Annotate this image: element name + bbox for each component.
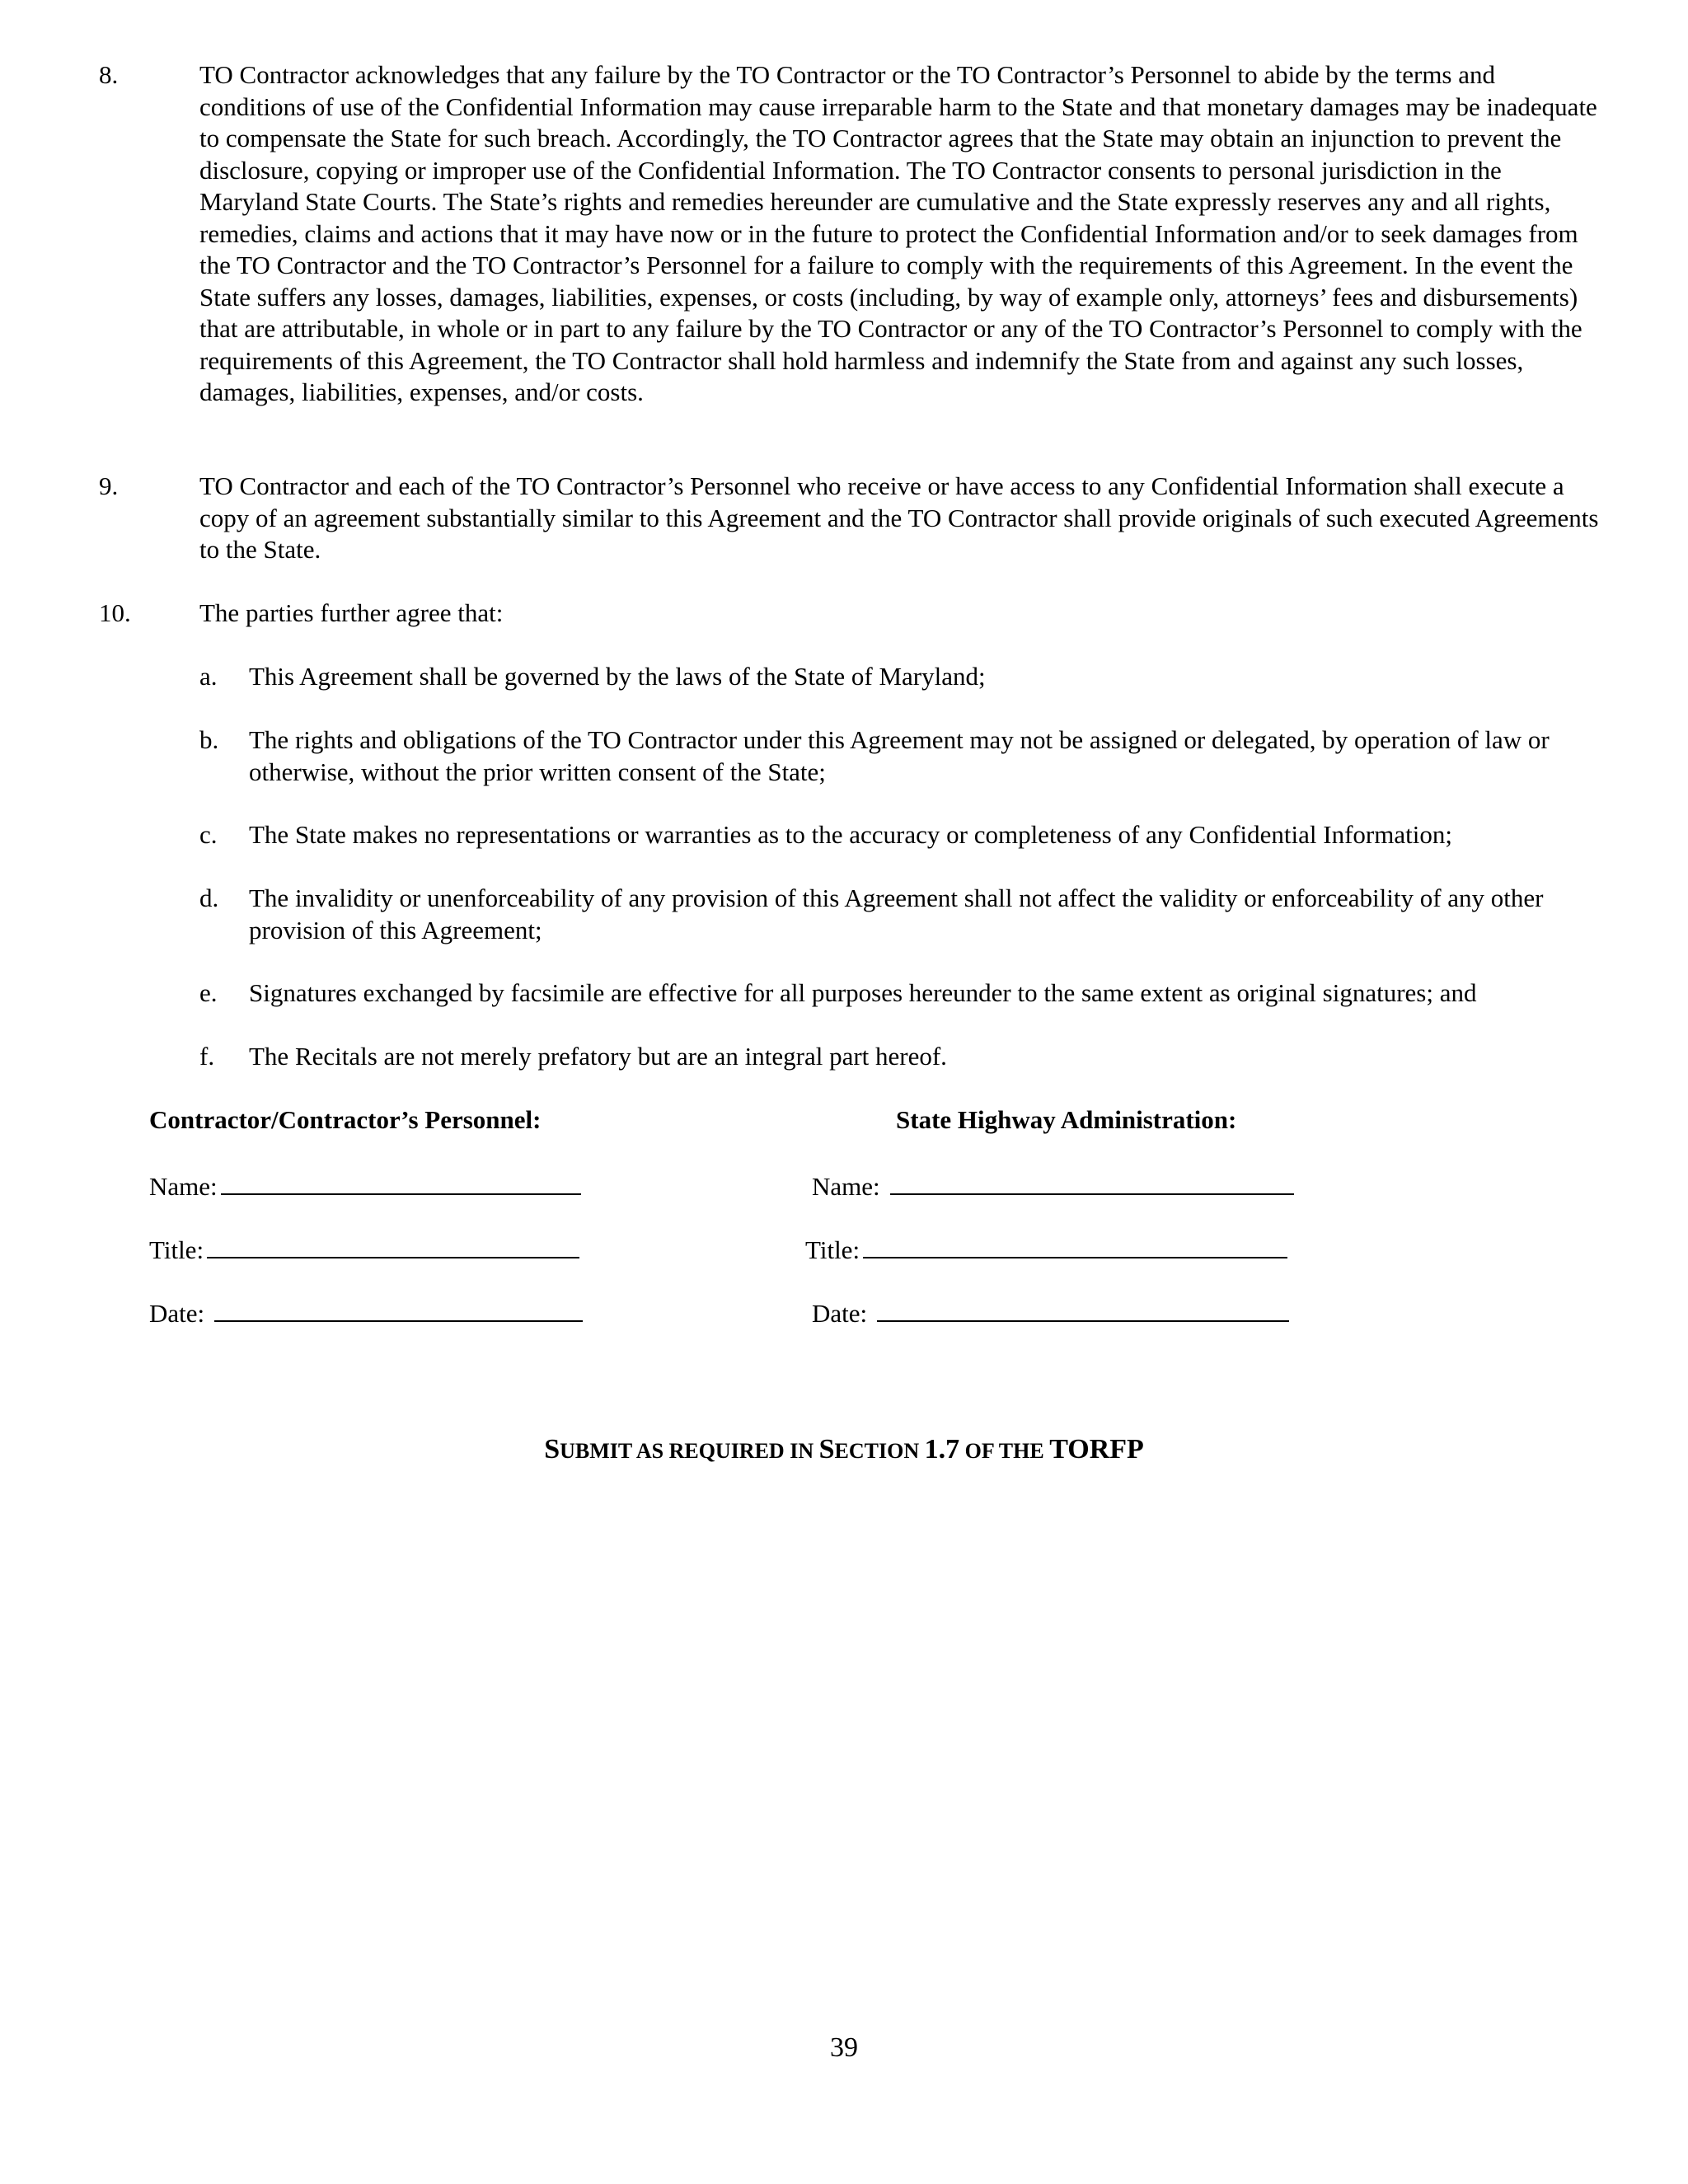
subitem-letter: f. [199, 1042, 215, 1071]
contractor-name-row [149, 1169, 581, 1203]
name-label: Name: [812, 1172, 880, 1201]
sha-title-field[interactable] [863, 1232, 1287, 1258]
subitem-text: This Agreement shall be governed by the laws of the State of Maryland; [249, 662, 986, 691]
title-label: Title: [149, 1235, 204, 1264]
subitem-text: The Recitals are not merely prefatory but are an integral part hereof. [249, 1042, 947, 1071]
subitem-letter: a. [199, 662, 218, 691]
sha-date-field[interactable] [877, 1296, 1289, 1322]
subitem-letter: c. [199, 820, 218, 849]
sha-title-row [805, 1232, 1287, 1267]
name-label: Name: [149, 1172, 218, 1201]
contractor-title-row [149, 1232, 579, 1267]
subitem-letter: d. [199, 883, 219, 912]
clause-number: 10. [99, 598, 131, 627]
subitem-letter: e. [199, 978, 218, 1007]
contractor-name-field[interactable] [221, 1169, 581, 1195]
subitem-text: The invalidity or unenforceability of any provision of this Agreement shall not affect the validity or enforceability of any other provision of this Agreement; [249, 883, 1544, 944]
sha-date-row [812, 1296, 1289, 1330]
subitem-text: Signatures exchanged by facsimile are effective for all purposes hereunder to the same extent as original signatures; and [249, 978, 1477, 1007]
sha-name-field[interactable] [890, 1169, 1294, 1195]
subitem-letter: b. [199, 725, 219, 754]
clause-text: The parties further agree that: [199, 598, 504, 627]
contractor-date-field[interactable] [214, 1296, 583, 1322]
title-label: Title: [805, 1235, 860, 1264]
page-number: 39 [830, 2032, 858, 2063]
contractor-date-row [149, 1296, 583, 1330]
clause-text: TO Contractor acknowledges that any failure by the TO Contractor or the TO Contractor’s Personnel to abide by the terms and conditions of use of the Confidential Information may cause irreparable harm to the State and that monetary damages may be inadequate to compensate the State for such breach. Accordingly, the TO Contractor agrees that the State may obtain an injunction to prevent the disclosure, copying or improper use of the Confidential Information. The TO Contractor consents to personal jurisdiction in the Maryland State Courts. The State’s rights and remedies hereunder are cumulative and the State expressly reserves any and all rights, remedies, claims and actions that it may have now or in the future to protect the Confidential Information and/or to seek damages from the TO Contractor and the TO Contractor’s Personnel for a failure to comply with the requirements of this Agreement. In the event the State suffers any losses, damages, liabilities, expenses, or costs (including, by way of example only, attorneys’ fees and disbursements) that are attributable, in whole or in part to any failure by the TO Contractor or any of the TO Contractor’s Personnel to comply with the requirements of this Agreement, the TO Contractor shall hold harmless and indemnify the State from and against any such losses, damages, liabilities, expenses, and/or costs. [199, 60, 1597, 406]
clause-text: TO Contractor and each of the TO Contractor’s Personnel who receive or have access to any Confidential Information shall execute a copy of an agreement substantially similar to this Agreement and the TO Contractor shall provide originals of such executed Agreements to the State. [199, 471, 1599, 564]
contractor-title-field[interactable] [207, 1232, 579, 1258]
contractor-signature-heading: Contractor/Contractor’s Personnel: [149, 1105, 542, 1134]
submit-note: SUBMIT AS REQUIRED IN SECTION 1.7 OF THE TORFP [544, 1434, 1144, 1465]
clause-number: 9. [99, 471, 119, 500]
sha-name-row [812, 1169, 1294, 1203]
sha-signature-heading: State Highway Administration: [896, 1105, 1237, 1134]
subitem-text: The rights and obligations of the TO Contractor under this Agreement may not be assigned or delegated, by operation of law or otherwise, without the prior written consent of the State; [249, 725, 1550, 786]
clause-number: 8. [99, 60, 119, 89]
subitem-text: The State makes no representations or warranties as to the accuracy or completeness of any Confidential Information; [249, 820, 1452, 849]
date-label: Date: [149, 1299, 205, 1328]
date-label: Date: [812, 1299, 868, 1328]
